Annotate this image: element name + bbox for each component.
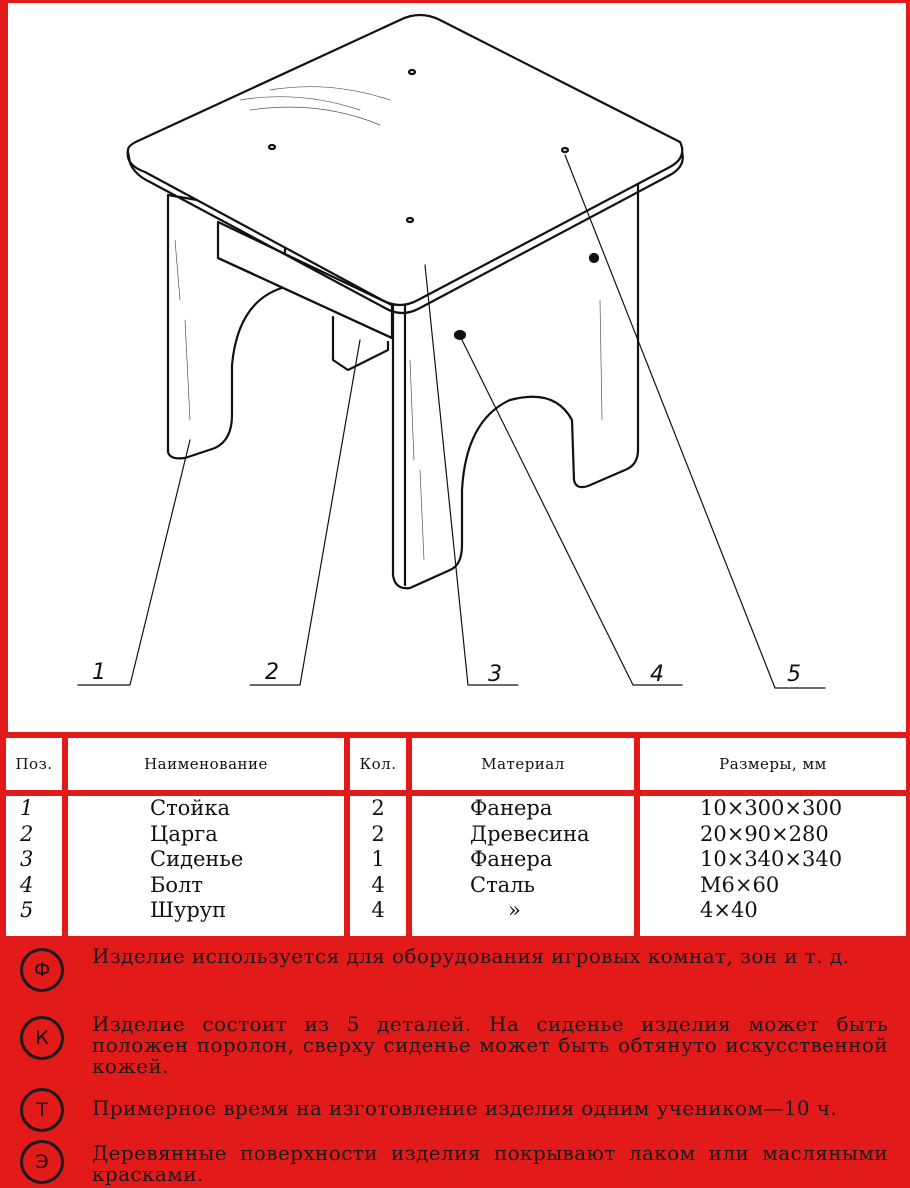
bolt-hole bbox=[590, 254, 598, 262]
table-cell-size: 10×340×340 bbox=[700, 847, 843, 871]
badge-technology: Т bbox=[20, 1088, 64, 1132]
badge-finish: Э bbox=[20, 1140, 64, 1184]
table-cell-name: Царга bbox=[150, 821, 218, 846]
table-cell-qty: 4 bbox=[371, 872, 385, 897]
table-cell-material: Древесина bbox=[470, 821, 590, 846]
table-cell-pos: 2 bbox=[20, 821, 34, 846]
table-cell-size: М6×60 bbox=[700, 872, 780, 897]
note-text: Примерное время на изготовление изделия одним учеником—10 ч. bbox=[92, 1096, 838, 1120]
header-size: Размеры, мм bbox=[640, 738, 906, 790]
badge-construction: К bbox=[20, 1016, 64, 1060]
table-cell-name: Болт bbox=[150, 872, 204, 897]
table-cell-size: 20×90×280 bbox=[700, 821, 829, 846]
table-cell-qty: 2 bbox=[371, 821, 385, 846]
callout-3: 3 bbox=[488, 662, 502, 687]
table-cell-pos: 1 bbox=[20, 796, 34, 820]
table-cell-size: 10×300×300 bbox=[700, 796, 843, 820]
header-material: Материал bbox=[412, 738, 634, 790]
callout-2: 2 bbox=[265, 660, 279, 685]
table-cell-name: Стойка bbox=[150, 796, 230, 820]
table-cell-qty: 1 bbox=[371, 847, 385, 871]
header-pos: Поз. bbox=[6, 738, 62, 790]
callout-1: 1 bbox=[92, 660, 106, 685]
note-text: Деревянные поверхности изделия покрывают лаком или масляными красками. bbox=[92, 1141, 888, 1186]
table-cell-qty: 4 bbox=[371, 898, 385, 922]
note-text: Изделие состоит из 5 деталей. На сиденье изделия может быть положен поролон, сверху сиденье может быть обтянуто искусственной кожей. bbox=[92, 1012, 888, 1078]
callout-5: 5 bbox=[787, 662, 801, 687]
table-cell-qty: 2 bbox=[371, 796, 385, 820]
table-cell-material: » bbox=[508, 898, 521, 922]
header-name: Наименование bbox=[68, 738, 344, 790]
badge-function: Ф bbox=[20, 948, 64, 992]
parts-table bbox=[0, 732, 910, 938]
notes-panel bbox=[0, 938, 910, 1188]
table-cell-pos: 5 bbox=[20, 898, 34, 922]
table-cell-material: Фанера bbox=[470, 796, 553, 820]
callout-4: 4 bbox=[650, 662, 664, 687]
bolt-hole bbox=[455, 331, 465, 339]
table-cell-name: Сиденье bbox=[150, 847, 244, 871]
table-cell-pos: 4 bbox=[20, 872, 34, 897]
table-cell-size: 4×40 bbox=[700, 898, 758, 922]
table-cell-material: Фанера bbox=[470, 847, 553, 871]
header-qty: Кол. bbox=[350, 738, 406, 790]
note-text: Изделие используется для оборудования игровых комнат, зон и т. д. bbox=[92, 944, 850, 968]
table-cell-name: Шуруп bbox=[150, 898, 227, 922]
table-cell-material: Сталь bbox=[470, 872, 535, 897]
table-cell-pos: 3 bbox=[20, 847, 34, 871]
